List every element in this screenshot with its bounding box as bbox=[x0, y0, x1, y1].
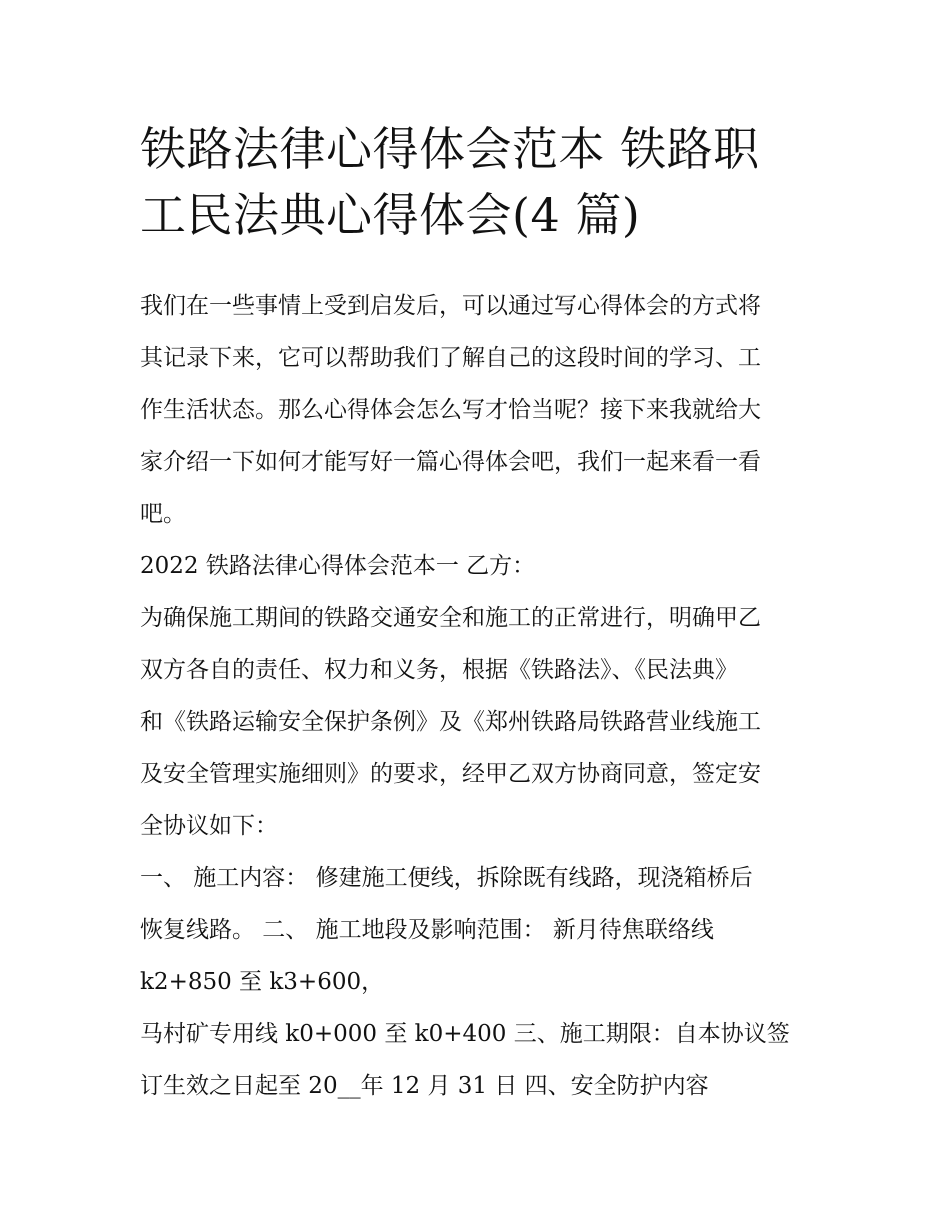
text-line: 恢复线路。 二、 施工地段及影响范围： 新月待焦联络线 bbox=[140, 917, 714, 943]
title-line: 铁路法律心得体会范本 铁路职 bbox=[140, 122, 760, 176]
text-line: 一、 施工内容： 修建施工便线，拆除既有线路，现浇箱桥后 bbox=[140, 865, 753, 891]
document-body bbox=[140, 280, 820, 1112]
text-line: 作生活状态。那么心得体会怎么写才恰当呢？接下来我就给大 bbox=[140, 397, 761, 423]
title-line: 工民法典心得体会(4 篇) bbox=[140, 188, 641, 242]
agreement-paragraph bbox=[140, 592, 820, 852]
text-line: 其记录下来，它可以帮助我们了解自己的这段时间的学习、工 bbox=[140, 345, 761, 371]
text-line: 吧。 bbox=[140, 501, 186, 527]
text-line: 我们在一些事情上受到启发后，可以通过写心得体会的方式将 bbox=[140, 293, 761, 319]
intro-paragraph bbox=[140, 280, 820, 540]
text-line: 2022 铁路法律心得体会范本一 乙方： bbox=[140, 553, 536, 579]
section-heading bbox=[140, 540, 820, 592]
text-line: 全协议如下： bbox=[140, 813, 278, 839]
text-line: k2+850 至 k3+600， bbox=[140, 969, 385, 995]
text-line: 家介绍一下如何才能写好一篇心得体会吧，我们一起来看一看 bbox=[140, 449, 761, 475]
text-line: 订生效之日起至 20__年 12 月 31 日 四、安全防护内容 bbox=[140, 1073, 709, 1099]
text-line: 和《铁路运输安全保护条例》及《郑州铁路局铁路营业线施工 bbox=[140, 709, 761, 735]
text-line: 为确保施工期间的铁路交通安全和施工的正常进行，明确甲乙 bbox=[140, 605, 761, 631]
text-line: 双方各自的责任、权力和义务，根据《铁路法》、《民法典》 bbox=[140, 657, 738, 683]
text-line: 马村矿专用线 k0+000 至 k0+400 三、施工期限：自本协议签 bbox=[140, 1021, 790, 1047]
text-line: 及安全管理实施细则》的要求，经甲乙双方协商同意，签定安 bbox=[140, 761, 761, 787]
clause-paragraph bbox=[140, 1008, 820, 1112]
document-title bbox=[140, 116, 820, 248]
clause-paragraph bbox=[140, 852, 820, 1008]
